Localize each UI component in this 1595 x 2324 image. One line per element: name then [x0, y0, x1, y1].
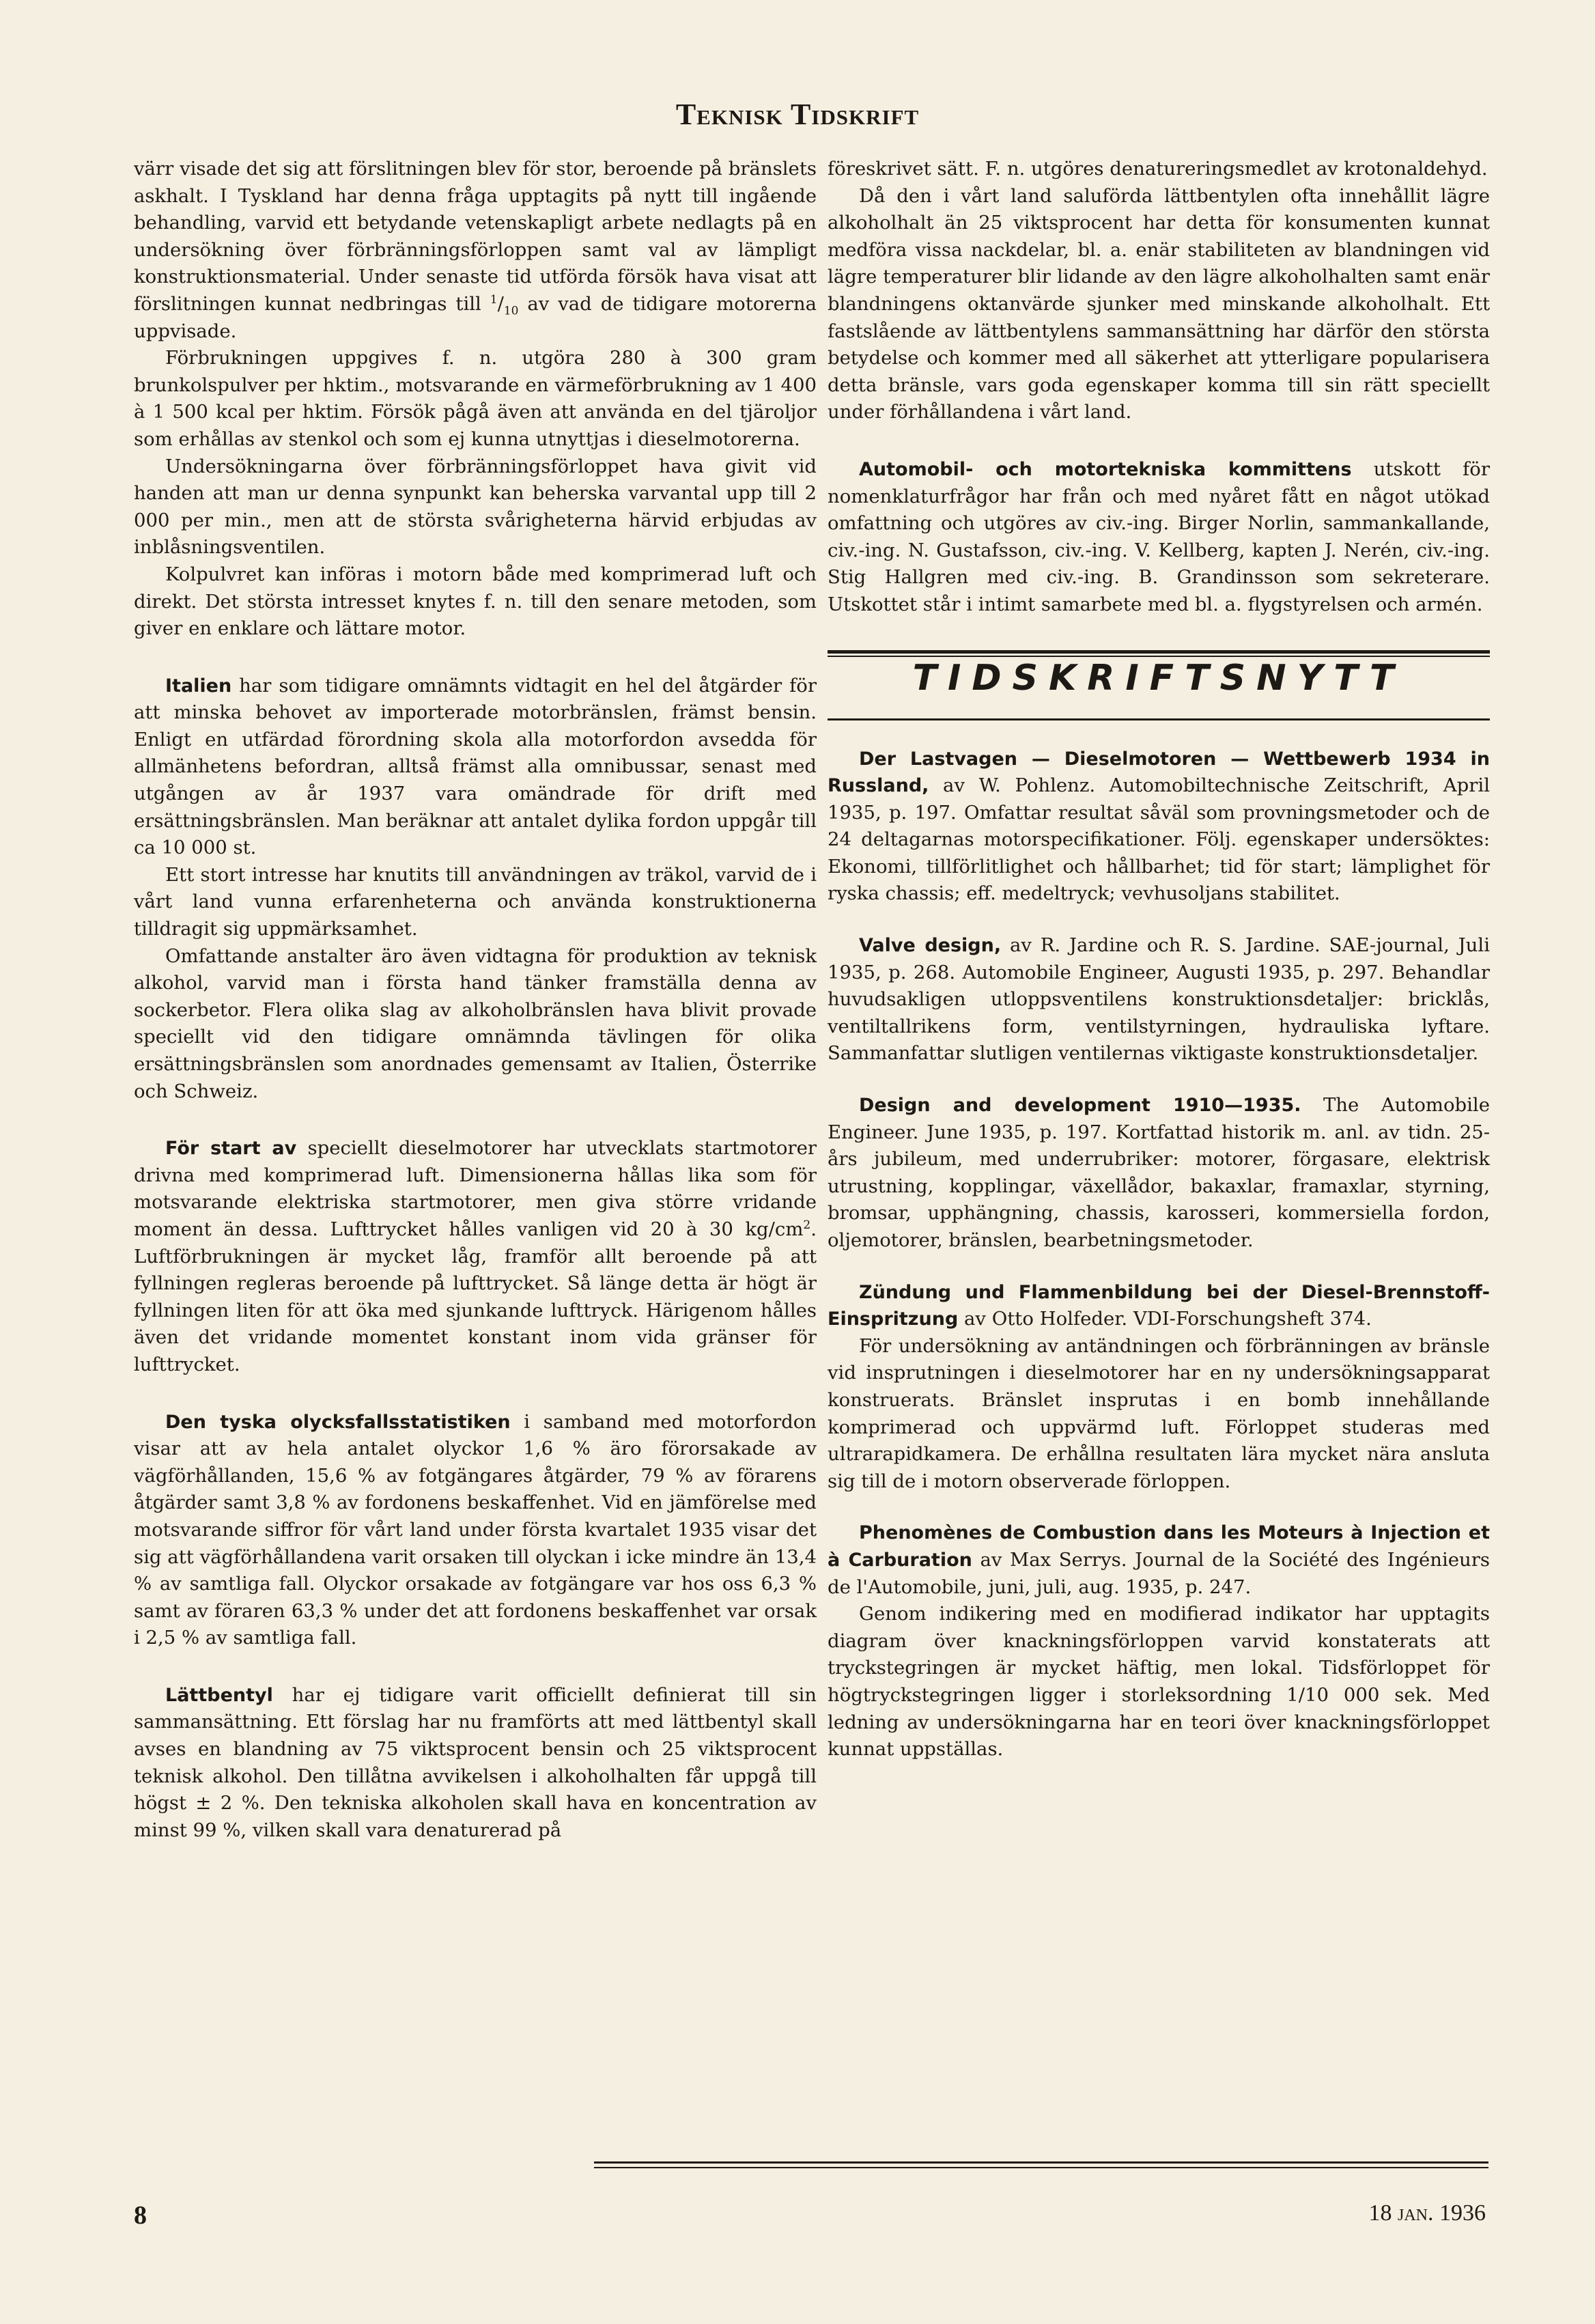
paragraph: För undersökning av antändningen och förbränningen av bränsle vid insprutningen i dieselmotorer har en ny undersökningsapparat konstruerats. Bränslet insprutas i en bomb innehållande komprimerad och uppvärmd luft. Förloppet studeras med ultrarapidkamera. De erhållna resultaten lära mycket nära ansluta sig till de i motorn observerade förloppen. [828, 1334, 1490, 1492]
text: The Automobile Engineer. June 1935, p. 197. Kortfattad historik m. anl. av tidn. 25-års jubileum, med underrubriker: motorer, förgasare, elektrisk utrustning, kopplingar, växellådor, bakaxlar, framaxlar, styrning, bromsar, upphängning, chassis, karosseri, kommersiella fordon, oljemotorer, bränslen, bearbetningsmetoder. [828, 1094, 1491, 1251]
fraction-denominator: 10 [503, 304, 519, 318]
date-month: jan. [1397, 2200, 1434, 2226]
page-number: 8 [134, 2201, 147, 2230]
review-title: Zündung und Flammenbildung bei der Diesel-Brennstoff-Einspritzung [828, 1281, 1490, 1330]
article-lattbentyl [134, 1682, 817, 1845]
section-header [828, 650, 1490, 746]
review-title: Der Lastvagen — Dieselmotoren — Wettbewerb 1934 in Russland, [828, 748, 1490, 797]
review-item [828, 1520, 1490, 1601]
article-olycksfall [134, 1409, 817, 1652]
section-title: TIDSKRIFTSNYTT [912, 657, 1405, 699]
paragraph: Då den i vårt land saluförda lättbentylen ofta innehållit lägre alkoholhalt än 25 viktsprocent har detta för konsumenten kunnat medföra vissa nackdelar, bl. a. enär stabiliteten av blandningen vid lägre temperaturer blir lidande av den lägre alkoholhalten samt enär blandningens oktanvärde sjunker med minskande alkoholhalt. Ett fastslående av lättbentylens sammansättning har därför den största betydelse och kommer med all säkerhet att ytterligare popularisera detta bränsle, vars goda egenskaper komma till sin rätt speciellt under förhållandena i vårt land. [828, 184, 1490, 423]
text: av Otto Holfeder. VDI-Forschungsheft 374. [958, 1308, 1372, 1330]
review-item [828, 1279, 1490, 1333]
text: av R. Jardine och R. S. Jardine. SAE-journal, Juli 1935, p. 268. Automobile Engineer, Augusti 1935, p. 297. Behandlar huvudsakligen utloppsventilens konstruktionsdetaljer: bricklås, ventiltallrikens form, ventilstyrningen, hydrauliska lyftare. Sammanfattar slutligen ventilernas viktigaste konstruktionsdetaljer. [828, 934, 1490, 1065]
text: i samband med motorfordon visar att av hela antalet olyckor 1,6 % äro förorsakade av vägförhållanden, 15,6 % av fotgängares åtgärder, 79 % av förarens åtgärder samt 3,8 % av fordonens beskaffenhet. Vid en jämförelse med motsvarande siffror för vårt land under första kvartalet 1935 visar det sig att vägförhållandena varit orsaken till olyckan i icke mindre än 13,4 % av samtliga fall. Olyckor orsakade av fotgängare var hos oss 6,3 % samt av föraren 63,3 % under det att fordonens beskaffenhet var orsak i 2,5 % av samtliga fall. [134, 1410, 817, 1649]
paragraph: Förbrukningen uppgives f. n. utgöra 280 à 300 gram brunkolspulver per hktim., motsvarande en värmeförbrukning av 1 400 à 1 500 kcal per hktim. Försök pågå även att använda en del tjäroljor som erhållas av stenkol och som ej kunna utnyttjas i dieselmotorerna. [134, 347, 817, 450]
article-kommitten [828, 456, 1490, 619]
paragraph: Genom indikering med en modifierad indikator har upptagits diagram över knackningsförloppen varvid konstaterats att tryckstegringen är mycket häftig, men lokal. Tidsförloppet för högtryckstegringen ligger i storleksordning 1/10 000 sek. Med ledning av undersökningarna har en teori över knackningsförloppet kunnat uppställas. [828, 1603, 1490, 1761]
masthead: Teknisk Tidskrift [675, 98, 920, 131]
left-column [134, 156, 817, 1844]
review-item [828, 1092, 1490, 1255]
superscript: 2 [803, 1218, 811, 1232]
footer-rule [594, 2161, 1488, 2168]
issue-date [1368, 2200, 1486, 2226]
text: har ej tidigare varit officiellt definierat till sin sammansättning. Ett förslag har nu framförts att med lättbentyl skall avses en blandning av 75 viktsprocent bensin och 25 viktsprocent teknisk alkohol. Den tillåtna avvikelsen i alkoholhalten får uppgå till högst ± 2 %. Den tekniska alkoholen skall hava en koncentration av minst 99 %, vilken skall vara denaturerad på [134, 1683, 817, 1841]
fraction-numerator: 1 [490, 292, 498, 307]
lead-heading: Automobil- och motortekniska kommittens [859, 458, 1352, 480]
double-rule [828, 650, 1490, 657]
lead-heading: Lättbentyl [165, 1684, 273, 1706]
lead-heading: För start av [165, 1138, 297, 1160]
paragraph: Undersökningarna över förbränningsförloppet hava givit vid handen att man ur denna synpunkt kan beherska varvantal upp till 2 000 per min., men att de största svårigheterna härvid erbjudas av inblåsningsventilen. [134, 455, 817, 559]
review-title: Design and development 1910—1935. [859, 1095, 1301, 1117]
rule [828, 718, 1490, 720]
paragraph: föreskrivet sätt. F. n. utgöres denatureringsmedlet av krotonaldehyd. [828, 158, 1488, 180]
text: utskott för nomenklaturfrågor har från och med nyåret fått en något utökad omfattning och utgöres av civ.-ing. Birger Norlin, sammankallande, civ.-ing. N. Gustafsson, civ.-ing. V. Kellberg, kapten J. Nerén, civ.-ing. Stig Hallgren med civ.-ing. B. Grandinsson som sekreterare. Utskottet står i intimt samarbete med bl. a. flygstyrelsen och armén. [828, 458, 1491, 615]
right-column [828, 156, 1490, 1763]
text: av W. Pohlenz. Automobiltechnische Zeitschrift, April 1935, p. 197. Omfattar resultat såväl som provningsmetoder och de 24 deltagarnas motorspecifikationer. Följ. egenskaper undersöktes: Ekonomi, tillförlitlighet och hållbarhet; tid för start; lämplighet för ryska chassis; eff. medeltryck; vevhusoljans stabilitet. [828, 774, 1490, 905]
paragraph: Ett stort intresse har knutits till användningen av träkol, varvid de i vårt land vunna erfarenheterna och använda konstruktionerna tilldragit sig uppmärksamhet. [134, 863, 817, 940]
article-italien [134, 673, 817, 862]
paragraph: värr visade det sig att förslitningen blev för stor, beroende på bränslets askhalt. I Tyskland har denna fråga upptagits på nytt till ingående behandling, varvid ett betydande vetenskapligt arbete nedlagts på en undersökning över förbränningsförloppen samt val av lämpligt konstruktionsmaterial. Under senaste tid utförda försök hava visat att förslitningen kunnat nedbringas till $^1/_{10}$ av vad de tidigare motorerna uppvisade. [134, 158, 817, 342]
review-title: Phenomènes de Combustion dans les Moteurs à Injection et à Carburation [828, 1522, 1490, 1571]
review-item [828, 932, 1490, 1067]
text: av Max Serrys. Journal de la Société des Ingénieurs de l'Automobile, juni, juli, aug. 1935, p. 247. [828, 1548, 1490, 1598]
article-start [134, 1135, 817, 1378]
text: av vad de tidigare motorerna uppvisade. [134, 292, 817, 342]
lead-heading: Italien [165, 675, 232, 697]
text: värr visade det sig att förslitningen blev för stor, beroende på bränslets askhalt. I Tyskland har denna fråga upptagits på nytt till ingående behandling, varvid ett betydande vetenskapligt arbete nedlagts på en undersökning över förbränningsförloppen samt val av lämpligt konstruktionsmaterial. Under senaste tid utförda försök hava visat att förslitningen kunnat nedbringas till [134, 158, 817, 315]
review-item [828, 746, 1490, 908]
text: speciellt dieselmotorer har utvecklats startmotorer drivna med komprimerad luft. Dimensionerna hållas lika som för motsvarande elektriska startmotorer, men giva större vridande moment än dessa. Lufttrycket hålles vanligen vid 20 à 30 kg/cm [134, 1137, 817, 1240]
text: . Luftförbrukningen är mycket låg, framför allt beroende på att fyllningen regleras beroende på lufttrycket. Så länge detta är högt är fyllningen liten för att öka med sjunkande lufttryck. Härigenom hålles även det vridande momentet konstant inom vida gränser för lufttrycket. [134, 1218, 817, 1375]
paragraph: Omfattande anstalter äro även vidtagna för produktion av teknisk alkohol, varvid man i första hand tänker framställa denna av sockerbetor. Flera olika slag av alkoholbränslen hava blivit provade speciellt vid den tidigare omnämnda tävlingen för olika ersättningsbränslen som anordnades gemensamt av Italien, Österrike och Schweiz. [134, 944, 817, 1102]
date-day: 18 [1368, 2200, 1392, 2226]
date-year: 1936 [1439, 2200, 1486, 2226]
lead-heading: Den tyska olycksfallsstatistiken [165, 1411, 511, 1433]
review-title: Valve design, [859, 935, 1002, 957]
paragraph: Kolpulvret kan införas i motorn både med komprimerad luft och direkt. Det största intresset knytes f. n. till den senare metoden, som giver en enklare och lättare motor. [134, 563, 817, 640]
text: har som tidigare omnämnts vidtagit en hel del åtgärder för att minska behovet av importerade motorbränslen, främst bensin. Enligt en utfärdad förordning skola alla motorfordon avsedda för allmänhetens befordran, alltså främst alla omnibussar, senast med utgången av år 1937 vara omändrade för drift med ersättningsbränslen. Man beräknar att antalet dylika fordon uppgår till ca 10 000 st. [134, 674, 817, 859]
